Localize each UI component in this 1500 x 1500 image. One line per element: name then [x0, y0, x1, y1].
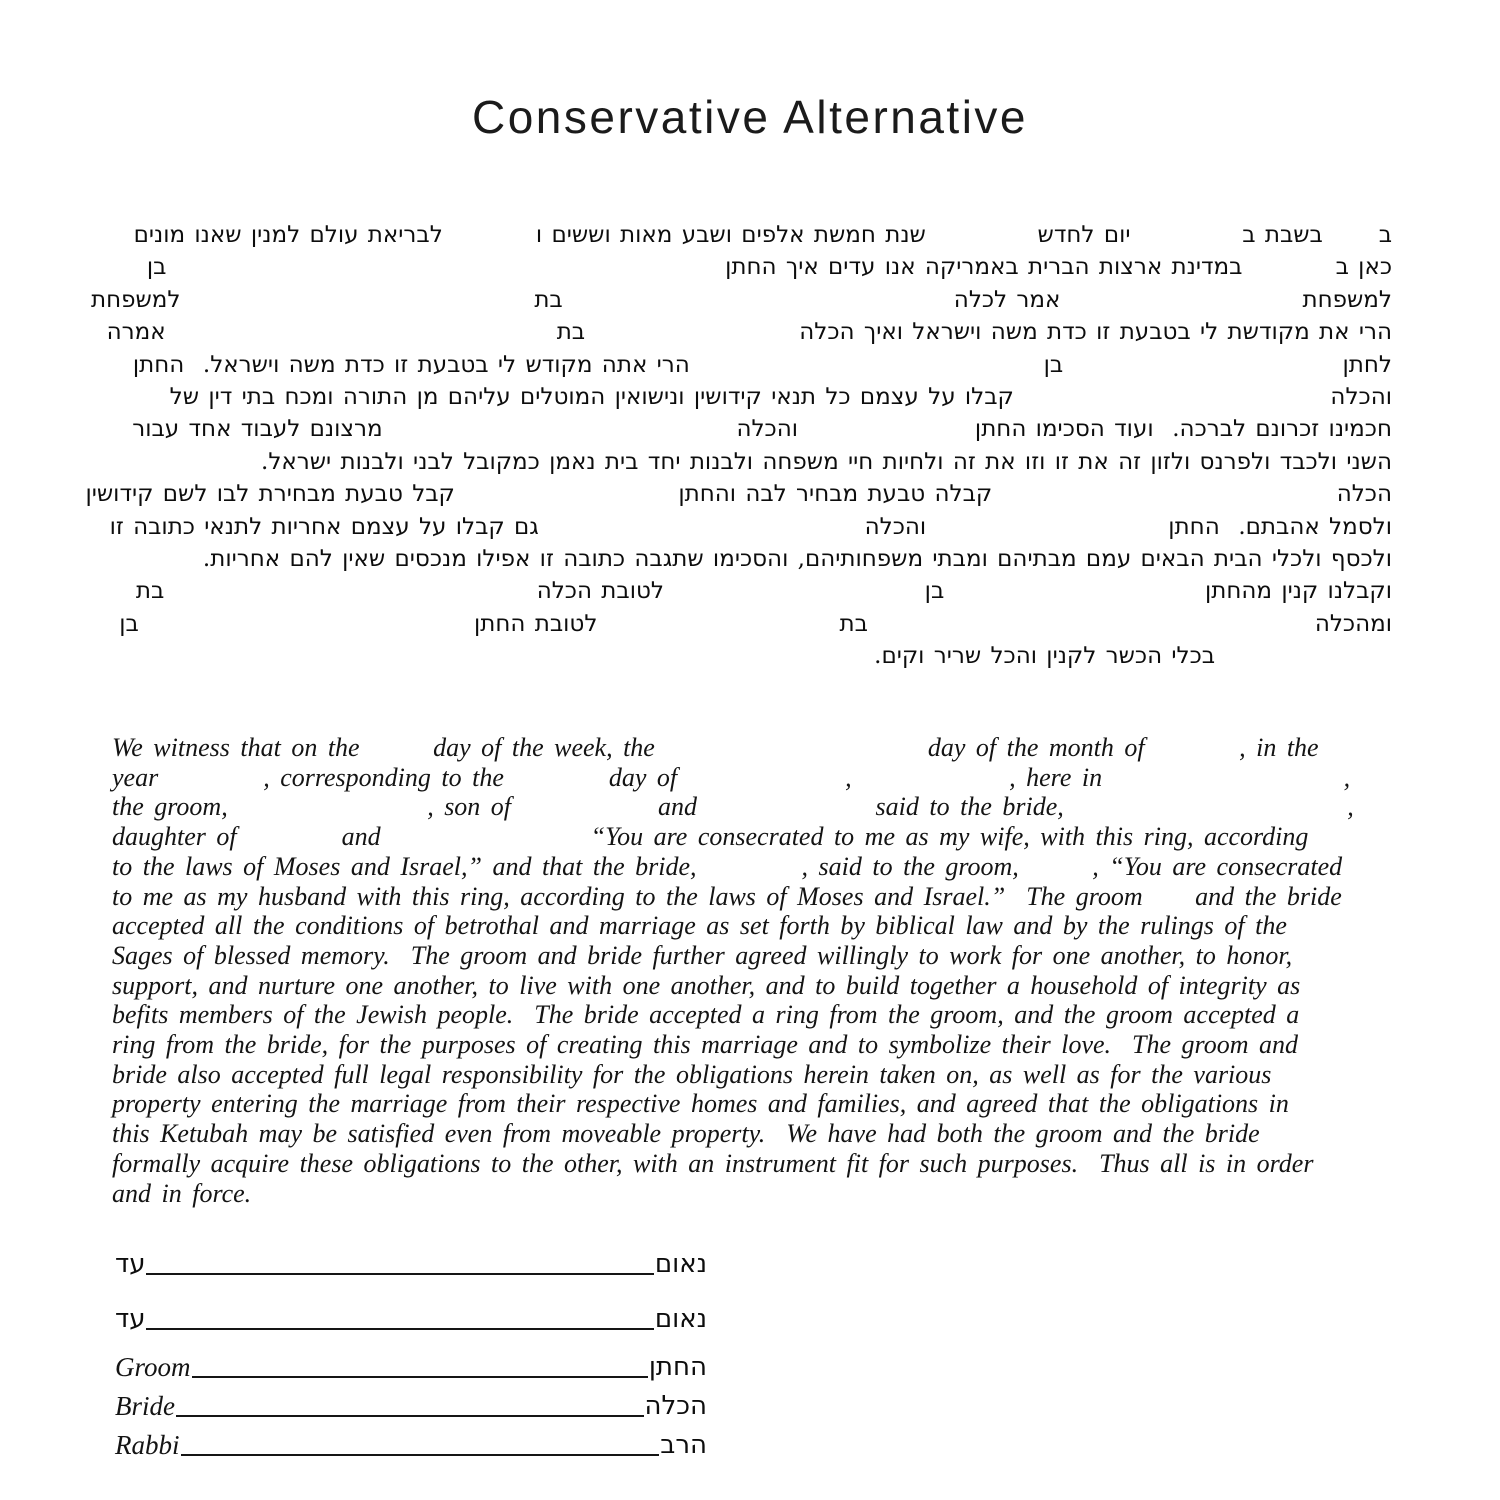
hebrew-line: לחתן בן הרי אתה מקודש לי בטבעת זו כדת משה וישראל. החתן	[132, 351, 1392, 378]
bride-label-hebrew: הכלה	[644, 1391, 707, 1421]
signature-underline	[192, 1376, 648, 1378]
hebrew-line: הכלה קבלה טבעת מבחיר לבה והחתן קבל טבעת מבחירת לבו לשם קידושין	[85, 481, 1392, 508]
hebrew-line: וקבלנו קנין מהחתן בן לטובת הכלה בת	[135, 578, 1392, 605]
hebrew-line: השני ולכבד ולפרנס ולזון זה את זו וזו את זה ולחיות חיי משפחה ולבנות יחד בית נאמן כמקובל לבני ולבנות ישראל.	[261, 448, 1392, 475]
hebrew-line: כאן ב במדינת ארצות הברית באמריקה אנו עדים איך החתן בן	[146, 254, 1392, 281]
hebrew-line: ולכסף ולכלי הבית הבאים עמם מבתיהם ומבתי משפחותיהם, והסכימו שתגבה כתובה זו אפילו מנכסים שאין להם אחריות.	[202, 546, 1392, 573]
signature-row-rabbi	[115, 1428, 707, 1462]
english-line: accepted all the conditions of betrothal and marriage as set forth by biblical law and by the rulings of the	[112, 911, 1287, 941]
signature-underline	[176, 1415, 644, 1417]
hebrew-line: והכלה קבלו על עצמם כל תנאי קידושין ונישואין המוטלים עליהם מן התורה ומכח בתי דין של	[169, 384, 1392, 411]
english-line: property entering the marriage from their respective homes and families, and agreed that the obligations in	[112, 1089, 1289, 1119]
english-line: daughter of and “You are consecrated to me as my wife, with this ring, according	[112, 822, 1309, 852]
english-line: the groom, , son of and said to the bride, ,	[112, 792, 1354, 822]
signature-row-witness-1	[115, 1247, 707, 1281]
english-line: and in force.	[112, 1178, 252, 1208]
english-line: befits members of the Jewish people. The bride accepted a ring from the groom, and the groom accepted a	[112, 1000, 1300, 1030]
signature-of-label-hebrew: נאום	[654, 1249, 707, 1279]
signature-underline	[181, 1454, 660, 1456]
signature-row-bride	[115, 1389, 707, 1423]
english-line: this Ketubah may be satisfied even from moveable property. We have had both the groom and the bride	[112, 1119, 1260, 1149]
english-line: bride also accepted full legal responsibility for the obligations herein taken on, as well as for the various	[112, 1059, 1272, 1089]
witness-label-hebrew: עד	[115, 1304, 146, 1334]
hebrew-line: ב בשבת ב יום לחדש שנת חמשת אלפים ושבע מאות וששים ו לבריאת עולם למנין שאנו מונים	[133, 222, 1392, 248]
hebrew-line: ולסמל אהבתם. החתן והכלה גם קבלו על עצמם אחריות לתנאי כתובה זו	[109, 513, 1392, 540]
english-line: to me as my husband with this ring, according to the laws of Moses and Israel.” The groom and the bride	[112, 881, 1342, 911]
groom-label-english: Groom	[115, 1352, 191, 1382]
rabbi-label-english: Rabbi	[115, 1430, 180, 1460]
english-line: Sages of blessed memory. The groom and bride further agreed willingly to work for one another, to honor,	[112, 940, 1293, 970]
signature-of-label-hebrew: נאום	[654, 1304, 707, 1334]
english-line: ring from the bride, for the purposes of creating this marriage and to symbolize their love. The groom and	[112, 1030, 1298, 1060]
page-title: Conservative Alternative	[471, 91, 1029, 143]
english-line: We witness that on the day of the week, the day of the month of , in the	[112, 733, 1319, 762]
signature-row-groom	[115, 1350, 707, 1384]
signature-underline	[146, 1273, 653, 1275]
hebrew-line: ומהכלה בת לטובת החתן בן	[119, 610, 1392, 637]
bride-label-english: Bride	[115, 1391, 175, 1421]
english-paragraph	[112, 733, 1392, 1208]
hebrew-line: בכלי הכשר לקנין והכל שריר וקים.	[874, 643, 1392, 670]
english-line: formally acquire these obligations to the other, with an instrument fit for such purposes. Thus all is in order	[112, 1148, 1314, 1178]
english-line: year , corresponding to the day of , , here in ,	[112, 762, 1351, 792]
signature-row-witness-2	[115, 1302, 707, 1336]
hebrew-line: חכמינו זכרונם לברכה. ועוד הסכימו החתן והכלה מרצונם לעבוד אחד עבור	[132, 416, 1392, 443]
english-line: support, and nurture one another, to live with one another, and to build together a household of integrity as	[112, 970, 1301, 1000]
hebrew-line: הרי את מקודשת לי בטבעת זו כדת משה וישראל ואיך הכלה בת אמרה	[106, 319, 1392, 346]
signature-underline	[146, 1328, 653, 1330]
witness-label-hebrew: עד	[115, 1249, 146, 1279]
english-line: to the laws of Moses and Israel,” and that the bride, , said to the groom, , “You are consecrated	[112, 851, 1343, 881]
groom-label-hebrew: החתן	[648, 1352, 707, 1382]
hebrew-paragraph	[85, 219, 1392, 673]
rabbi-label-hebrew: הרב	[660, 1430, 707, 1460]
hebrew-line: למשפחת אמר לכלה בת למשפחת	[91, 286, 1392, 313]
